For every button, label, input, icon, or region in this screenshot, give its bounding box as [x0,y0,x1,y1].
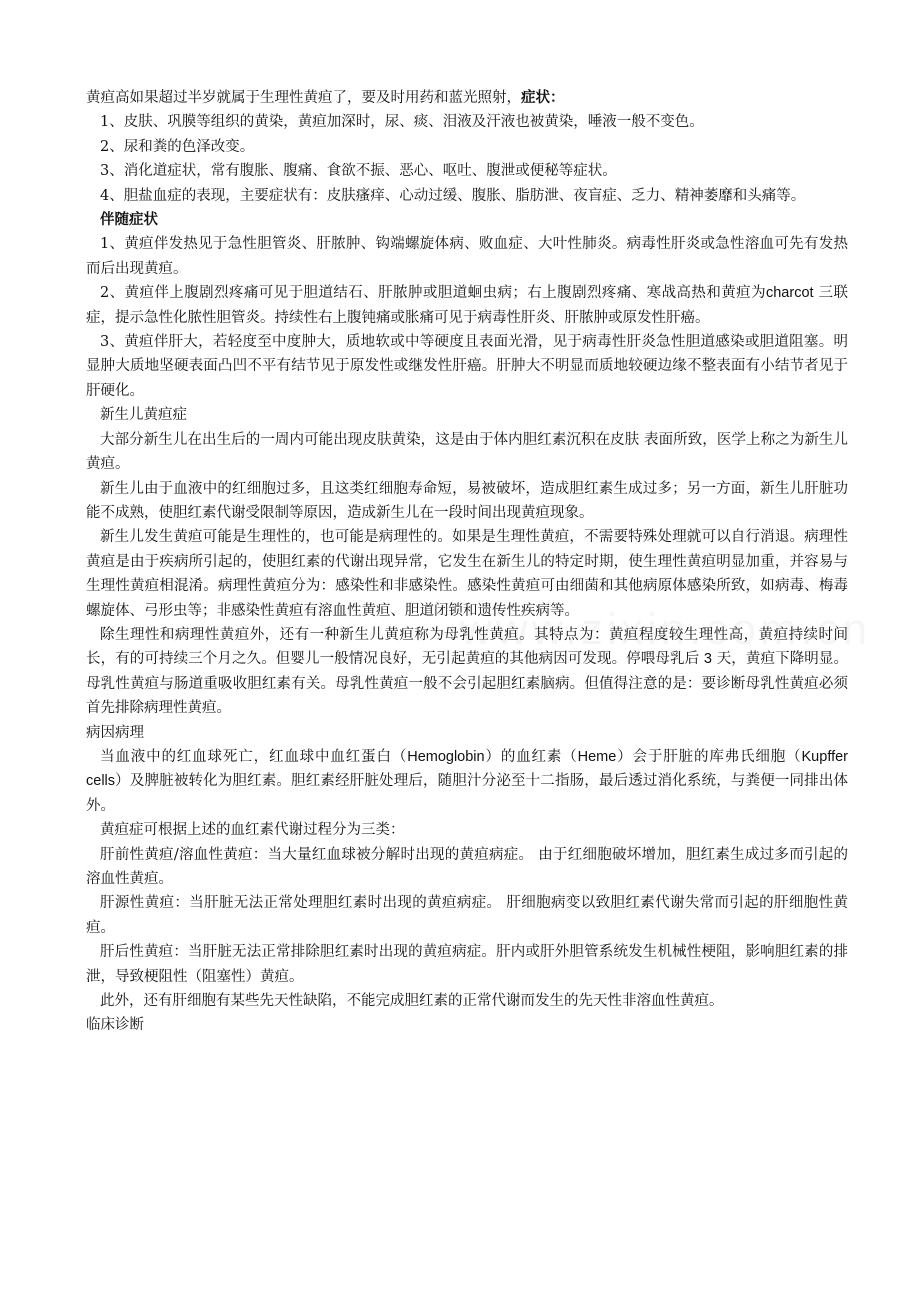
etiology-p1-a: 当血液中的红血球死亡，红血球中血红蛋白（ [100,748,408,765]
newborn-heading: 新生儿黄疸症 [100,407,187,424]
etiology-p1-b: ）的血红素（ [484,748,578,765]
symptom-item-1: 1、皮肤、巩膜等组织的黄染，黄疸加深时，尿、痰、泪液及汗液也被黄染，唾液一般不变色。 [100,114,704,131]
symptom-item-3: 3、消化道症状，常有腹胀、腹痛、食欲不振、恶心、呕吐、腹泄或便秘等症状。 [100,163,617,180]
etiology-paragraph-3: 肝前性黄疸/溶血性黄疸：当大量红血球被分解时出现的黄疸病症。 由于红细胞破坏增加，胆红素生成过多而引起的溶血性黄疸。 [86,846,848,887]
newborn-paragraph-2: 新生儿由于血液中的红细胞过多，且这类红细胞寿命短，易被破坏，造成胆红素生成过多；另一方面，新生儿肝脏功能不成熟，使胆红素代谢受限制等原因，造成新生儿在一段时间出现黄疸现象。 [86,480,848,521]
document-body [86,86,848,1038]
symptoms-label: 症状： [521,90,565,106]
charcot-term: charcot [765,285,814,302]
newborn-paragraph-1: 大部分新生儿在出生后的一周内可能出现皮肤黄染，这是由于体内胆红素沉积在皮肤 表面所致，医学上称之为新生儿黄疸。 [86,431,848,473]
newborn-p4-part-a: 除生理性和病理性黄疸外，还有一种新生儿黄疸称为母乳性黄疸。其特点为：黄疸程度较生理性高，黄疸持续时间长，有的可持续三个月之久。但婴儿一般情况良好，无引起黄疸的其他病因可发现。停喂母乳后 [86,626,848,668]
accompany-heading: 伴随症状 [100,212,158,229]
accompany-item-2 [86,281,848,330]
symptom-item-2: 2、尿和粪的色泽改变。 [100,138,255,155]
accompany-item-2-part-a: 2、黄疸伴上腹剧烈疼痛可见于胆道结石、肝脓肿或胆道蛔虫病；右上腹剧烈疼痛、寒战高热和黄疸为 [100,285,766,302]
newborn-paragraph-3: 新生儿发生黄疸可能是生理性的，也可能是病理性的。如果是生理性黄疸，不需要特殊处理就可以自行消退。病理性黄疸是由于疾病所引起的，使胆红素的代谢出现异常，它发生在新生儿的特定时期，使生理性黄疸明显加重，并容易与生理性黄疸相混淆。病理性黄疸分为：感染性和非感染性。感染性黄疸可由细菌和其他病原体感染所致，如病毒、梅毒螺旋体、弓形虫等；非感染性黄疸有溶血性黄疸、胆道闭锁和遗传性疾病等。 [86,529,848,619]
etiology-paragraph-1 [86,745,848,818]
heme-term: Heme [577,748,617,765]
accompany-item-2-part-b: 三联症，提示急性化脓性胆管炎。持续性右上腹钝痛或胀痛可见于病毒性肝炎、肝脓肿或原发性肝癌。 [86,285,848,326]
etiology-paragraph-4: 肝源性黄疸：当肝脏无法正常处理胆红素时出现的黄疸病症。 肝细胞病变以致胆红素代谢失常而引起的肝细胞性黄疸。 [86,895,848,936]
newborn-p4-number: 3 [703,651,712,668]
newborn-p4-part-b: 天，黄疸下降明显。母乳性黄疸与肠道重吸收胆红素有关。母乳性黄疸一般不会引起胆红素脑病。但值得注意的是：要诊断母乳性黄疸必须首先排除病理性黄疸。 [86,651,849,717]
hemoglobin-term: Hemoglobin [407,748,485,765]
newborn-paragraph-4 [86,623,848,721]
etiology-p1-c: ）会于肝脏的库弗氏细胞（ [616,748,802,765]
diagnosis-heading: 临床诊断 [86,1017,144,1034]
kupffer-term: Kupffer cells [86,748,849,790]
symptom-item-4: 4、胆盐血症的表现，主要症状有：皮肤瘙痒、心动过缓、腹胀、脂肪泄、夜盲症、乏力、精神萎靡和头痛等。 [100,187,806,204]
etiology-paragraph-5: 肝后性黄疸：当肝脏无法正常排除胆红素时出现的黄疸病症。肝内或肝外胆管系统发生机械性梗阻，影响胆红素的排泄，导致梗阻性（阻塞性）黄疸。 [86,944,848,985]
etiology-p1-d: ）及脾脏被转化为胆红素。胆红素经肝脏处理后，随胆汁分泌至十二指肠，最后透过消化系统，与粪便一同排出体外。 [86,773,848,814]
etiology-paragraph-6: 此外，还有肝细胞有某些先天性缺陷，不能完成胆红素的正常代谢而发生的先天性非溶血性黄疸。 [100,993,724,1010]
accompany-item-3: 3、黄疸伴肝大，若轻度至中度肿大，质地软或中等硬度且表面光滑，见于病毒性肝炎急性胆道感染或胆道阻塞。明显肿大质地坚硬表面凸凹不平有结节见于原发性或继发性肝癌。肝肿大不明显而质地较硬边缘不整表面有小结节者见于肝硬化。 [86,334,848,399]
intro-paragraph [86,86,848,110]
intro-text: 黄疸高如果超过半岁就属于生理性黄疸了，要及时用药和蓝光照射， [86,90,521,106]
accompany-item-1: 1、黄疸伴发热见于急性胆管炎、肝脓肿、钩端螺旋体病、败血症、大叶性肺炎。病毒性肝炎或急性溶血可先有发热而后出现黄疸。 [86,236,848,277]
etiology-heading: 病因病理 [86,724,144,741]
etiology-paragraph-2: 黄疸症可根据上述的血红素代谢过程分为三类： [100,822,405,839]
